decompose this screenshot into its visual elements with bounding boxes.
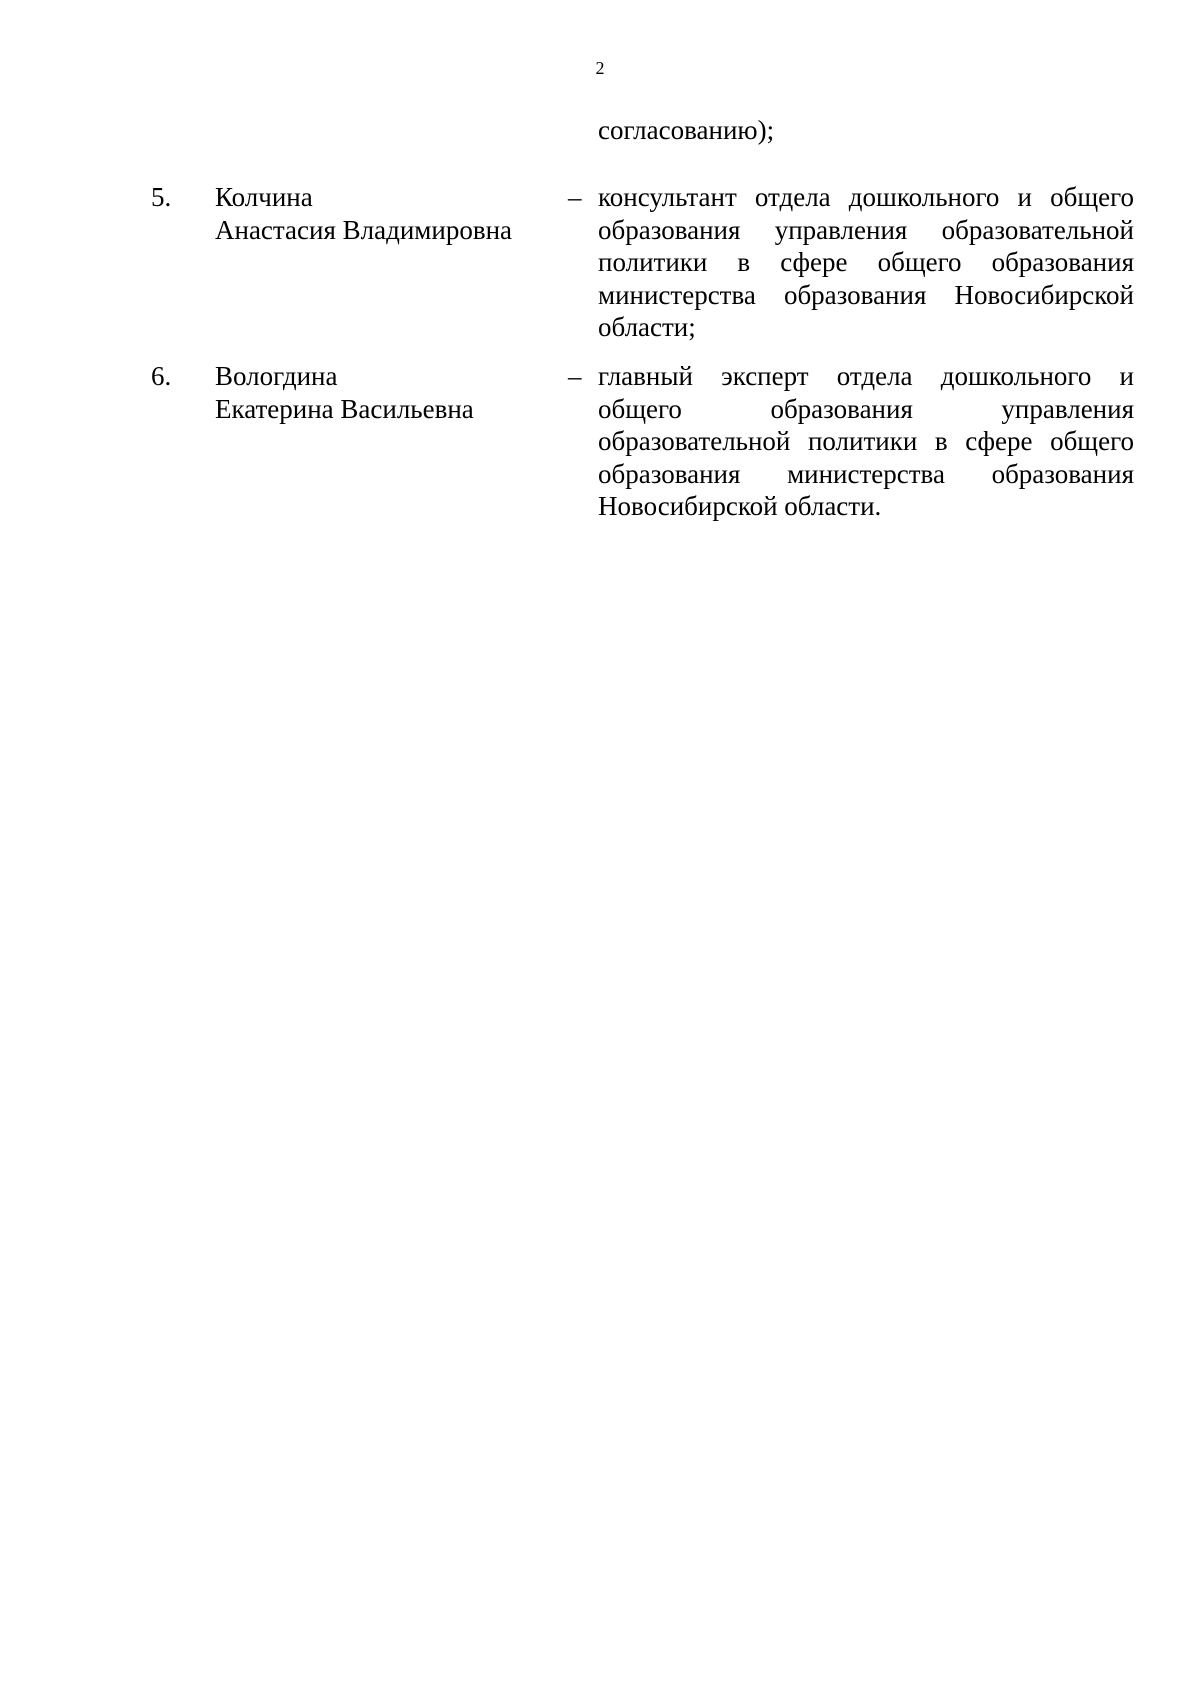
person-given-names: Анастасия Владимировна [215, 214, 512, 245]
person-given-names: Екатерина Васильевна [215, 393, 474, 424]
person-name [215, 181, 555, 246]
page-number: 2 [595, 58, 605, 78]
list-item-number: 5. [151, 182, 172, 212]
person-position: консультант отдела дошкольного и общего образования управления образовательной политики в сфере общего образования министерства образования Новосибирской области; [598, 182, 1134, 342]
continuation-text: согласованию); [598, 115, 775, 145]
list-item-number: 6. [151, 361, 172, 391]
person-surname: Вологдина [215, 361, 338, 391]
dash-separator: – [568, 182, 582, 212]
dash-separator: – [568, 361, 582, 391]
person-name [215, 360, 555, 425]
person-surname: Колчина [215, 182, 313, 212]
person-position: главный эксперт отдела дошкольного и общего образования управления образовательной политики в сфере общего образования министерства образования Новосибирской области. [598, 361, 1134, 521]
